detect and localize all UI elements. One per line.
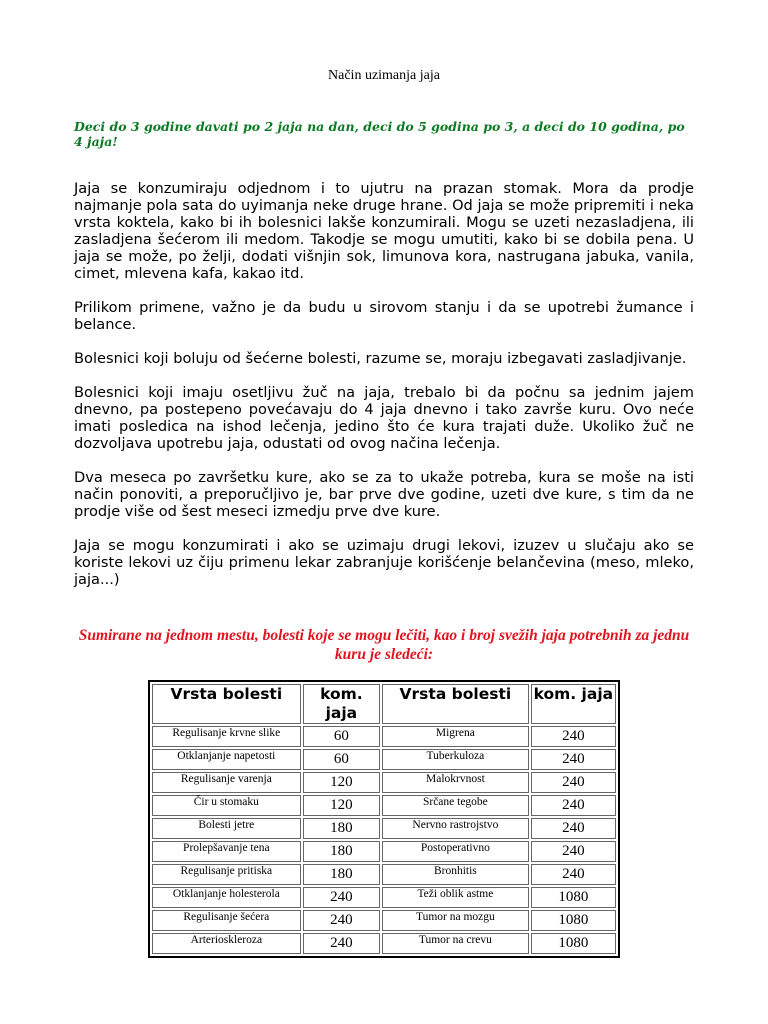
disease-cell: Teži oblik astme	[382, 887, 529, 908]
disease-cell: Tumor na crevu	[382, 933, 529, 954]
disease-egg-table	[148, 680, 620, 958]
table-row	[152, 749, 616, 770]
disease-cell: Bolesti jetre	[152, 818, 301, 839]
egg-count-cell: 240	[531, 726, 616, 747]
egg-count-cell: 1080	[531, 933, 616, 954]
disease-cell: Arterioskleroza	[152, 933, 301, 954]
disease-cell: Regulisanje varenja	[152, 772, 301, 793]
disease-cell: Malokrvnost	[382, 772, 529, 793]
disease-cell: Postoperativno	[382, 841, 529, 862]
disease-cell: Otklanjanje holesterola	[152, 887, 301, 908]
disease-cell: Regulisanje šećera	[152, 910, 301, 931]
header-disease-type: Vrsta bolesti	[152, 684, 301, 724]
egg-count-cell: 180	[303, 841, 380, 862]
header-disease-type: Vrsta bolesti	[382, 684, 529, 724]
egg-count-cell: 1080	[531, 887, 616, 908]
egg-count-cell: 120	[303, 795, 380, 816]
table-row	[152, 818, 616, 839]
egg-count-cell: 240	[531, 841, 616, 862]
egg-count-cell: 60	[303, 749, 380, 770]
disease-cell: Migrena	[382, 726, 529, 747]
summary-heading: Sumirane na jednom mestu, bolesti koje se mogu lečiti, kao i broj svežih jaja potrebnih za jednu kuru je sledeći:	[78, 627, 690, 663]
disease-cell: Regulisanje krvne slike	[152, 726, 301, 747]
table-header-row	[152, 684, 616, 724]
egg-count-cell: 240	[303, 887, 380, 908]
disease-cell: Nervno rastrojstvo	[382, 818, 529, 839]
egg-count-cell: 240	[303, 933, 380, 954]
table-row	[152, 841, 616, 862]
egg-count-cell: 120	[303, 772, 380, 793]
table-row	[152, 864, 616, 885]
egg-count-cell: 180	[303, 818, 380, 839]
disease-cell: Čir u stomaku	[152, 795, 301, 816]
header-egg-count: kom. jaja	[303, 684, 380, 724]
header-egg-count: kom. jaja	[531, 684, 616, 724]
body-text	[74, 180, 694, 605]
disease-cell: Prolepšavanje tena	[152, 841, 301, 862]
egg-count-cell: 180	[303, 864, 380, 885]
paragraph: Bolesnici koji boluju od šećerne bolesti, razume se, moraju izbegavati zasladjivanje.	[74, 350, 687, 367]
egg-count-cell: 1080	[531, 910, 616, 931]
egg-count-cell: 240	[531, 749, 616, 770]
paragraph: Prilikom primene, važno je da budu u sirovom stanju i da se upotrebi žumance i belance.	[74, 299, 694, 333]
document-title: Način uzimanja jaja	[328, 68, 440, 83]
disease-cell: Srčane tegobe	[382, 795, 529, 816]
paragraph: Jaja se konzumiraju odjednom i to ujutru na prazan stomak. Mora da prodje najmanje pola sata do uyimanja neke druge hrane. Od jaja se može pripremiti i neka vrsta koktela, kako bi ih bolesnici lakše konzumirali. Mogu se uzeti nezasladjena, ili zasladjena šećerom ili medom. Takodje se mogu umutiti, kako bi se dobila pena. U jaja se može, po želji, dodati višnjin sok, limunova kora, nastrugana jabuka, vanila, cimet, mlevena kafa, kakao itd.	[74, 180, 694, 282]
egg-count-cell: 240	[531, 772, 616, 793]
table-row	[152, 933, 616, 954]
egg-count-cell: 240	[531, 818, 616, 839]
egg-count-cell: 240	[531, 795, 616, 816]
egg-count-cell: 240	[531, 864, 616, 885]
paragraph: Dva meseca po završetku kure, ako se za to ukaže potreba, kura se moše na isti način ponoviti, a preporučljivo je, bar prve dve godine, uzeti dve kure, s tim da ne prodje više od šest meseci izmedju prve dve kure.	[74, 469, 694, 520]
disease-cell: Regulisanje pritiska	[152, 864, 301, 885]
disease-cell: Tuberkuloza	[382, 749, 529, 770]
intro-note: Deci do 3 godine davati po 2 jaja na dan, deci do 5 godina po 3, a deci do 10 godina, po 4 jaja!	[74, 119, 685, 149]
paragraph: Jaja se mogu konzumirati i ako se uzimaju drugi lekovi, izuzev u slučaju ako se koriste lekovi uz čiju primenu lekar zabranjuje korišćenje belančevina (meso, mleko, jaja...)	[74, 537, 694, 588]
disease-cell: Otklanjanje napetosti	[152, 749, 301, 770]
table-row	[152, 726, 616, 747]
egg-count-cell: 240	[303, 910, 380, 931]
paragraph: Bolesnici koji imaju osetljivu žuč na jaja, trebalo bi da počnu sa jednim jajem dnevno, pa postepeno povećavaju do 4 jaja dnevno i tako završe kuru. Ovo neće imati posledica na ishod lečenja, jedino što će kura trajati duže. Ukoliko žuč ne dozvoljava upotrebu jaja, odustati od ovog načina lečenja.	[74, 384, 694, 452]
disease-cell: Bronhitis	[382, 864, 529, 885]
table-row	[152, 795, 616, 816]
table-row	[152, 910, 616, 931]
table-row	[152, 887, 616, 908]
disease-cell: Tumor na mozgu	[382, 910, 529, 931]
table-row	[152, 772, 616, 793]
egg-count-cell: 60	[303, 726, 380, 747]
